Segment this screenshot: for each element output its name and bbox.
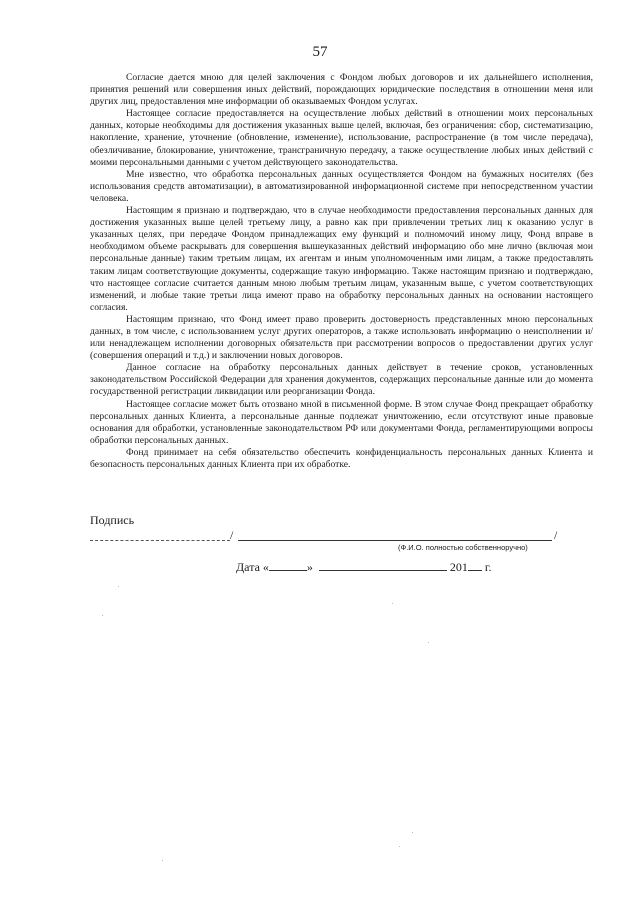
scan-speck [399,846,400,847]
signature-slash-right: / [554,528,558,542]
page-number: 57 [312,44,328,60]
signature-field[interactable] [90,528,560,542]
date-quote-close: » [306,560,313,574]
paragraph-confidentiality: Фонд принимает на себя обязательство обеспечить конфиденциальность персональных данных Клиента и безопасность персональных данных Клиента при их обработке. [90,446,593,470]
day-blank[interactable] [269,570,307,571]
year-prefix: 201 [449,560,468,574]
scan-speck [162,860,163,861]
date-field [236,560,492,575]
year-blank[interactable] [468,570,482,571]
paragraph-processing-method: Мне известно, что обработка персональных данных осуществляется Фондом на бумажных носителях (без использования средств автоматизации), в автоматизированной информационной системе при непосредственном участии человека. [90,168,593,204]
paragraph-revocation: Настоящее согласие может быть отозвано мной в письменной форме. В этом случае Фонд прекращает обработку персональных данных Клиента, а персональные данные подлежат уничтожению, если отсутствуют иные правовые основания для обработки, установленные законодательством РФ или документами Фонда, регламентирующими вопросы обработки персональных данных. [90,398,593,446]
signature-blank[interactable] [90,540,230,541]
scan-speck [428,642,429,643]
scan-speck [412,832,413,833]
paragraph-verification: Настоящим признаю, что Фонд имеет право проверить достоверность представленных мною персональных данных, в том числе, с использованием услуг других операторов, а также использовать информацию о неисполнении и/или ненадлежащем исполнении договорных обязательств при рассмотрении вопросов о предоставлении других услуг (совершения операций и т.д.) и заключении новых договоров. [90,313,593,362]
scan-speck [102,615,103,616]
month-blank[interactable] [319,570,447,571]
paragraph-validity-term: Данное согласие на обработку персональных данных действует в течение сроков, установленных законодательством Российской Федерации для хранения документов, содержащих персональные данные или до момента государственной регистрации ликвидации или реорганизации Фонда. [90,362,593,398]
consent-text [90,72,593,471]
year-suffix: г. [481,560,492,574]
signature-slash-left: / [230,528,234,542]
scan-speck [118,586,119,587]
signature-caption: (Ф.И.О. полностью собственноручно) [398,543,528,552]
paragraph-purpose: Согласие дается мною для целей заключения с Фондом любых договоров и их дальнейшего исполнения, принятия решений или совершения иных действий, порождающих юридические последствия в отношении меня или других лиц, предоставления мне информации об оказываемых Фондом услугах. [90,72,593,108]
date-prefix: Дата « [236,560,269,574]
paragraph-actions: Настоящее согласие предоставляется на осуществление любых действий в отношении моих персональных данных, которые необходимы для достижения указанных выше целей, включая, без ограничения: сбор, систематизацию, накопление, хранение, уточнение (обновление, изменение), использование, распространение (в том числе передача), обезличивание, блокирование, уничтожение, трансграничную передачу, а также осуществление любых иных действий с моими персональными данными с учетом действующего законодательства. [90,108,593,168]
scan-speck [392,603,393,604]
paragraph-third-parties: Настоящим я признаю и подтверждаю, что в случае необходимости предоставления персональных данных для достижения указанных выше целей третьему лицу, а равно как при привлечении третьих лиц к оказанию услуг в указанных целях, при передаче Фондом принадлежащих ему функций и полномочий иному лицу, Фонд вправе в необходимом объеме раскрывать для совершения вышеуказанных действий информацию обо мне лично (включая мои персональные данные) таким третьим лицам, их агентам и иным уполномоченным ими лицам, а также предоставлять таким лицам соответствующие документы, содержащие такую информацию. Также настоящим признаю и подтверждаю, что настоящее согласие считается данным мною любым третьим лицам, указанным выше, с учетом соответствующих изменений, и любые такие третьи лица имеют право на обработку персональных данных на основании настоящего согласия. [90,205,593,313]
full-name-blank[interactable] [238,540,552,541]
signature-label: Подпись [90,513,135,527]
